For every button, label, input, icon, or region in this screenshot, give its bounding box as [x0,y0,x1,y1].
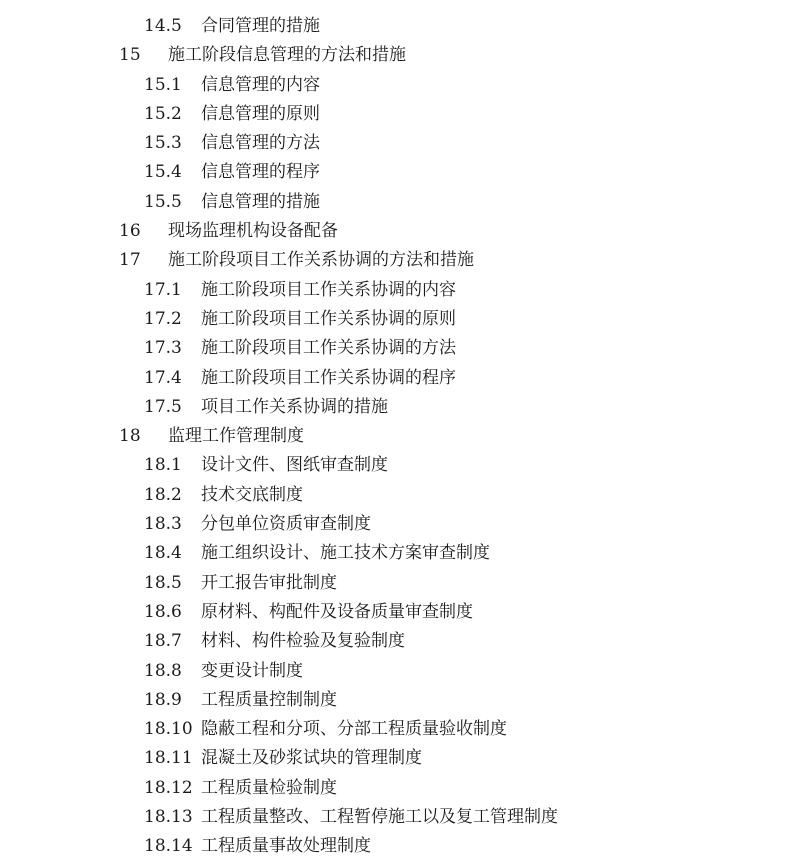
toc-entry-number: 18.14 [144,836,193,857]
toc-entry [0,364,796,393]
toc-entry-number: 15.5 [144,191,182,212]
toc-entry [0,569,796,598]
toc-entry-title: 施工阶段项目工作关系协调的原则 [201,308,456,329]
toc-entry [0,217,796,246]
toc-entry [0,71,796,100]
toc-entry-number: 15.4 [144,162,182,183]
toc-entry-title: 开工报告审批制度 [201,572,337,593]
toc-entry-number: 18.8 [144,660,182,681]
toc-entry-number: 17 [119,250,141,271]
toc-entry-number: 18.2 [144,484,182,505]
toc-entry-title: 施工阶段信息管理的方法和措施 [168,45,406,66]
toc-entry [0,481,796,510]
toc-entry-title: 施工阶段项目工作关系协调的程序 [201,367,456,388]
toc-entry [0,803,796,832]
toc-entry [0,100,796,129]
toc-entry [0,41,796,70]
toc-entry-number: 18.1 [144,455,182,476]
toc-entry-title: 施工阶段项目工作关系协调的内容 [201,279,456,300]
toc-entry-title: 现场监理机构设备配备 [168,221,338,242]
toc-entry [0,657,796,686]
toc-entry-number: 18.7 [144,631,182,652]
toc-entry-number: 18.10 [144,719,193,740]
toc-entry-number: 17.1 [144,279,182,300]
toc-entry [0,686,796,715]
toc-entry-number: 18.5 [144,572,182,593]
toc-entry-number: 18.12 [144,777,193,798]
toc-entry-number: 17.5 [144,396,182,417]
toc-entry-title: 施工阶段项目工作关系协调的方法 [201,338,456,359]
toc-entry [0,510,796,539]
toc-entry [0,188,796,217]
toc-entry-number: 15 [119,45,141,66]
toc-entry-title: 信息管理的内容 [201,74,320,95]
toc-entry-title: 混凝土及砂浆试块的管理制度 [201,748,422,769]
toc-entry-number: 17.3 [144,338,182,359]
toc-entry-number: 18.13 [144,807,193,828]
toc-entry-title: 合同管理的措施 [201,16,320,36]
toc-entry-title: 技术交底制度 [201,484,303,505]
toc-entry-number: 15.3 [144,133,182,154]
toc-entry-number: 16 [119,221,141,242]
toc-entry [0,276,796,305]
toc-entry [0,744,796,773]
toc-entry-title: 施工组织设计、施工技术方案审查制度 [201,543,490,564]
toc-entry [0,158,796,187]
toc-entry-title: 信息管理的方法 [201,133,320,154]
toc-entry [0,334,796,363]
toc-entry [0,539,796,568]
toc-entry-number: 18 [119,426,141,447]
toc-entry-number: 18.9 [144,689,182,710]
toc-entry-title: 监理工作管理制度 [168,426,304,447]
toc-entry-number: 18.11 [144,748,193,769]
toc-entry [0,12,796,41]
toc-entry-title: 项目工作关系协调的措施 [201,396,388,417]
toc-entry-title: 原材料、构配件及设备质量审查制度 [201,601,473,622]
toc-entry-title: 变更设计制度 [201,660,303,681]
toc-entry-number: 15.1 [144,74,182,95]
toc-entry-title: 工程质量事故处理制度 [201,836,371,857]
toc-entry-number: 18.4 [144,543,182,564]
toc-entry-title: 施工阶段项目工作关系协调的方法和措施 [168,250,474,271]
toc-entry-title: 信息管理的原则 [201,103,320,124]
toc-entry [0,598,796,627]
toc-entry-number: 14.5 [144,16,182,36]
toc-entry [0,774,796,803]
toc-entry [0,832,796,861]
toc-entry-title: 隐蔽工程和分项、分部工程质量验收制度 [201,719,507,740]
toc-entry-number: 17.4 [144,367,182,388]
toc-entry-number: 17.2 [144,308,182,329]
toc-entry [0,715,796,744]
toc-entry [0,422,796,451]
toc-entry-number: 15.2 [144,103,182,124]
toc-entry-title: 材料、构件检验及复验制度 [201,631,405,652]
toc-entry [0,451,796,480]
toc-entry [0,393,796,422]
toc-entry-title: 工程质量整改、工程暂停施工以及复工管理制度 [201,807,558,828]
toc-entry-number: 18.3 [144,514,182,535]
toc-entry-title: 信息管理的措施 [201,191,320,212]
toc-entry-title: 分包单位资质审查制度 [201,514,371,535]
toc-entry [0,627,796,656]
toc-entry [0,129,796,158]
toc-entry [0,246,796,275]
table-of-contents [0,12,796,862]
toc-entry [0,305,796,334]
toc-entry-number: 18.6 [144,601,182,622]
toc-entry-title: 信息管理的程序 [201,162,320,183]
toc-entry-title: 工程质量检验制度 [201,777,337,798]
toc-entry-title: 工程质量控制制度 [201,689,337,710]
toc-entry-title: 设计文件、图纸审查制度 [201,455,388,476]
